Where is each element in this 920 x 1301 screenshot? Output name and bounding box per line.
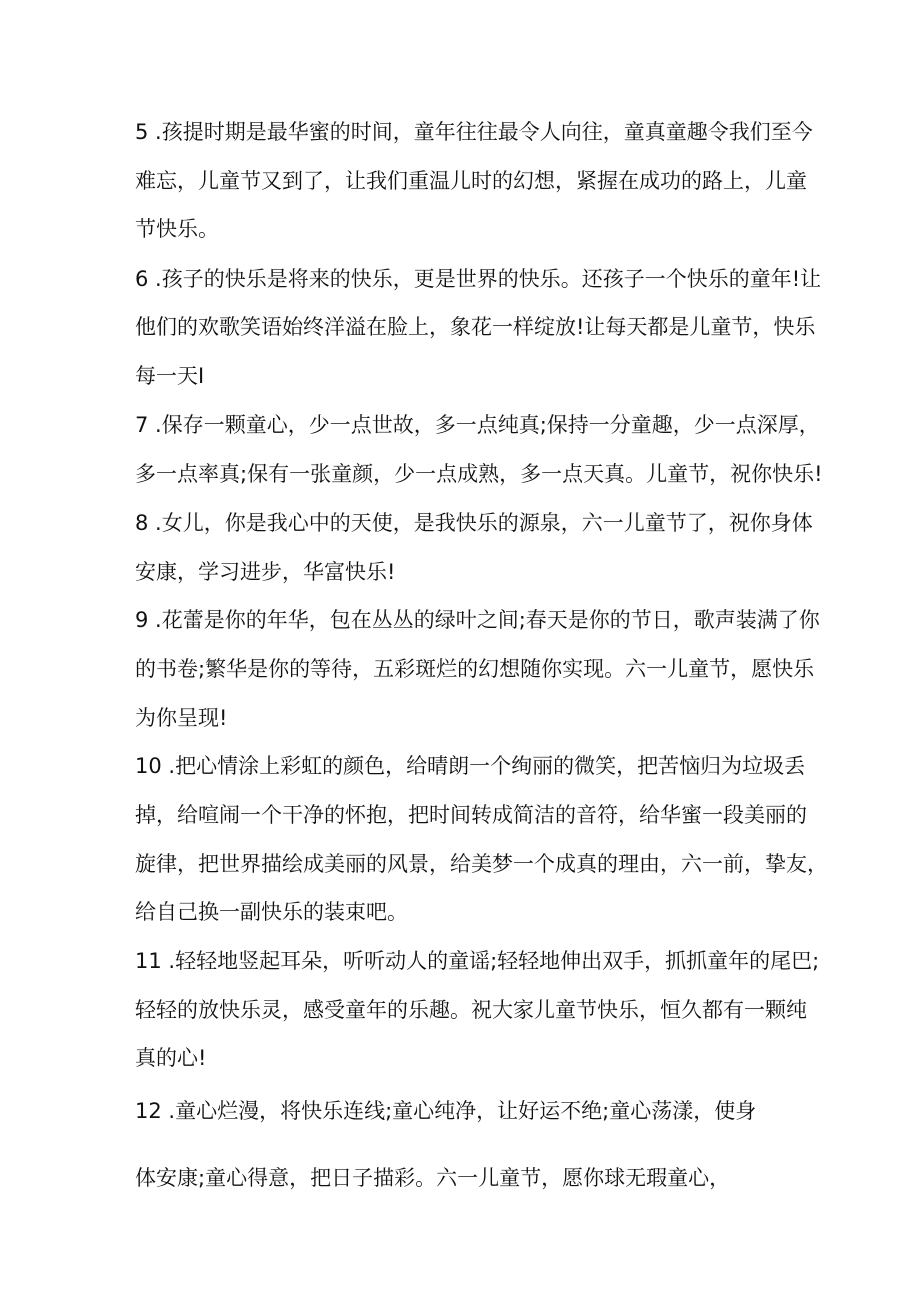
text-line: 他们的欢歌笑语始终洋溢在脸上，象花一样绽放!让每天都是儿童节，快乐 (135, 315, 816, 339)
text-line: 真的心! (135, 1046, 207, 1070)
text-line: 5 .孩提时期是最华蜜的时间，童年往往最令人向往，童真童趣令我们至今 (135, 120, 813, 144)
text-line: 难忘，儿童节又到了，让我们重温儿时的幻想，紧握在成功的路上，儿童 (135, 169, 807, 193)
text-line: 9 .花蕾是你的年华，包在丛丛的绿叶之间;春天是你的节日，歌声装满了你 (135, 608, 820, 632)
text-line: 多一点率真;保有一张童颜，少一点成熟，多一点天真。儿童节，祝你快乐! (135, 462, 823, 486)
text-line: 6 .孩子的快乐是将来的快乐，更是世界的快乐。还孩子一个快乐的童年!让 (135, 267, 822, 291)
text-line: 为你呈现! (135, 706, 228, 730)
text-line: 每一天I (135, 364, 205, 388)
text-line: 11 .轻轻地竖起耳朵，听听动人的童谣;轻轻地伸出双手，抓抓童年的尾巴; (135, 949, 820, 973)
text-line: 掉，给喧闹一个干净的怀抱，把时间转成简洁的音符，给华蜜一段美丽的 (135, 803, 807, 827)
text-line: 旋律，把世界描绘成美丽的风景，给美梦一个成真的理由，六一前，挚友， (135, 852, 828, 876)
text-line: 轻轻的放快乐灵，感受童年的乐趣。祝大家儿童节快乐，恒久都有一颗纯 (135, 998, 807, 1022)
text-line: 10 .把心情涂上彩虹的颜色，给晴朗一个绚丽的微笑，把苦恼归为垃圾丢 (135, 754, 806, 778)
text-line: 节快乐。 (135, 217, 219, 241)
text-line: 的书卷;繁华是你的等待，五彩斑烂的幻想随你实现。六一儿童节，愿快乐 (135, 657, 815, 681)
text-line: 12 .童心烂漫，将快乐连线;童心纯净，让好运不绝;童心荡漾，使身 (135, 1099, 757, 1123)
text-line: 8 .女儿，你是我心中的天使，是我快乐的源泉，六一儿童节了，祝你身体 (135, 511, 813, 535)
text-line: 安康，学习进步，华富快乐! (135, 560, 396, 584)
text-line: 给自己换一副快乐的装束吧。 (135, 900, 408, 924)
text-line: 7 .保存一颗童心，少一点世故，多一点纯真;保持一分童趣，少一点深厚， (135, 413, 820, 437)
text-line: 体安康;童心得意，把日子描彩。六一儿童节，愿你球无瑕童心， (135, 1166, 731, 1190)
